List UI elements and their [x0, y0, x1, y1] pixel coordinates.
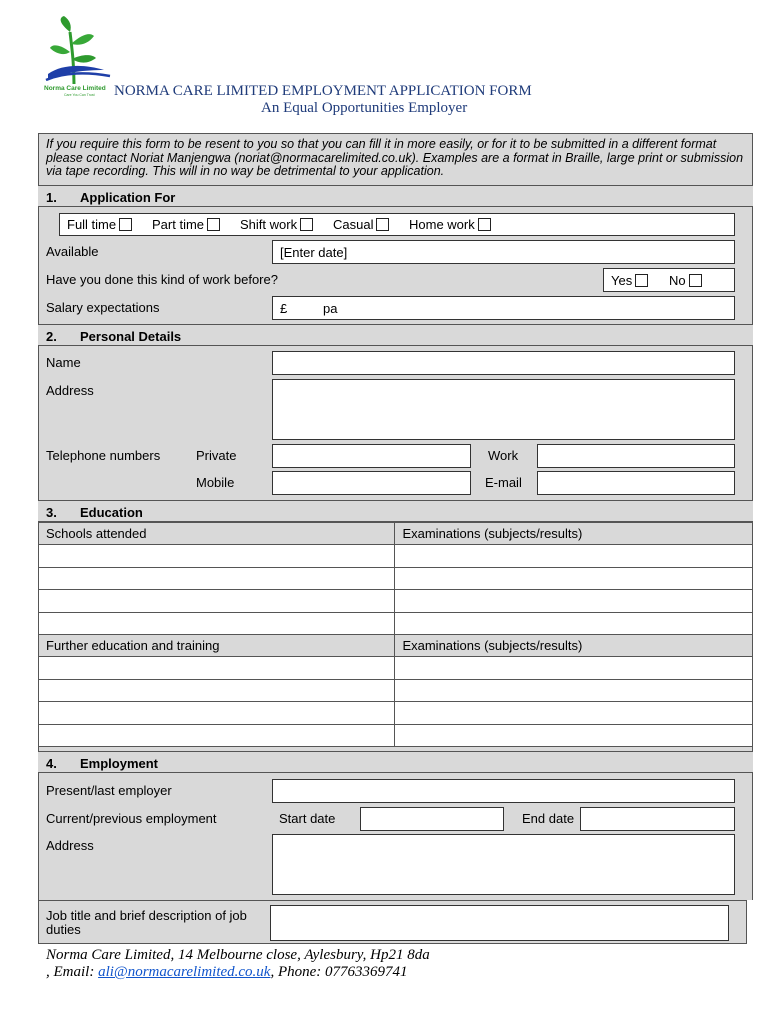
employer-label: Present/last employer: [46, 783, 172, 798]
option-casual: Casual: [333, 217, 389, 232]
available-label: Available: [46, 244, 99, 259]
address-field[interactable]: [272, 379, 735, 440]
private-phone-label: Private: [196, 448, 237, 463]
plant-logo-icon: [44, 14, 114, 88]
address-label: Address: [46, 383, 94, 398]
school-cell[interactable]: [39, 545, 395, 567]
table-row: [39, 612, 753, 634]
start-date-field[interactable]: [360, 807, 504, 831]
employment-label: Current/previous employment: [46, 811, 217, 826]
table-row: [39, 567, 753, 589]
email-prefix: , Email:: [46, 964, 99, 980]
email-field[interactable]: [537, 471, 735, 495]
form-subtitle: An Equal Opportunities Employer: [261, 100, 468, 116]
school-cell[interactable]: [39, 567, 395, 589]
end-date-label: End date: [522, 811, 575, 826]
section-number: 4.: [46, 756, 57, 771]
footer-address: Norma Care Limited, 14 Melbourne close, Aylesbury, Hp21 8da: [46, 947, 430, 963]
section-title: Education: [80, 505, 143, 520]
home-work-checkbox[interactable]: [478, 218, 491, 231]
divider: [38, 900, 747, 901]
employment-address-label: Address: [46, 838, 94, 853]
exam-cell[interactable]: [395, 590, 753, 612]
training-cell[interactable]: [39, 679, 395, 701]
further-education-header: Further education and training: [39, 635, 395, 657]
table-row: [39, 702, 753, 724]
exam-cell[interactable]: [395, 657, 753, 679]
table-row: [39, 724, 753, 746]
email-label: E-mail: [485, 475, 522, 490]
exam-cell[interactable]: [395, 724, 753, 746]
exam-cell[interactable]: [395, 702, 753, 724]
section-number: 3.: [46, 505, 57, 520]
salary-label: Salary expectations: [46, 300, 160, 315]
available-date-value: [Enter date]: [280, 245, 348, 260]
name-field[interactable]: [272, 351, 735, 375]
exam-cell[interactable]: [395, 612, 753, 634]
training-cell[interactable]: [39, 724, 395, 746]
table-row: [39, 590, 753, 612]
employment-address-field[interactable]: [272, 834, 735, 895]
form-title: NORMA CARE LIMITED EMPLOYMENT APPLICATION FORM: [114, 83, 532, 99]
work-phone-field[interactable]: [537, 444, 735, 468]
company-logo: [44, 14, 114, 98]
job-description-field[interactable]: [270, 905, 729, 941]
logo-tagline: Care You Can Trust: [64, 93, 95, 97]
option-home-work: Home work: [409, 217, 491, 232]
schools-attended-header: Schools attended: [39, 523, 395, 545]
no-checkbox[interactable]: [689, 274, 702, 287]
exam-cell[interactable]: [395, 679, 753, 701]
email-link[interactable]: ali@normacarelimited.co.uk: [98, 964, 271, 980]
logo-text: Norma Care Limited: [44, 85, 106, 92]
section-4-header: [38, 751, 753, 773]
employer-field[interactable]: [272, 779, 735, 803]
start-date-label: Start date: [279, 811, 336, 826]
footer-contact: [46, 964, 408, 981]
footer-phone: , Phone: 07763369741: [270, 964, 408, 980]
intro-text: If you require this form to be resent to you so that you can fill it in more easily, or for it to be submitted in a different format please contact Noriat Manjengwa (noriat@normacarelimited.co.uk). Examples are a format in Braille, large print or submission via tape recording. This will in no way be detrimental to your application.: [46, 137, 744, 179]
casual-checkbox[interactable]: [376, 218, 389, 231]
exam-cell[interactable]: [395, 545, 753, 567]
section-number: 2.: [46, 329, 57, 344]
schools-table: [38, 522, 753, 635]
further-education-table: [38, 634, 753, 747]
telephone-label: Telephone numbers: [46, 448, 161, 463]
examinations-header: Examinations (subjects/results): [395, 523, 753, 545]
end-date-field[interactable]: [580, 807, 735, 831]
worked-before-label: Have you done this kind of work before?: [46, 272, 278, 287]
exam-cell[interactable]: [395, 567, 753, 589]
shift-work-checkbox[interactable]: [300, 218, 313, 231]
private-phone-field[interactable]: [272, 444, 471, 468]
currency-symbol: £: [280, 301, 288, 316]
table-row: [39, 679, 753, 701]
name-label: Name: [46, 355, 81, 370]
training-cell[interactable]: [39, 702, 395, 724]
mobile-label: Mobile: [196, 475, 235, 490]
section-1-header: [38, 185, 753, 207]
available-date-field[interactable]: [272, 240, 735, 264]
section-title: Employment: [80, 756, 159, 771]
section-title: Personal Details: [80, 329, 182, 344]
training-cell[interactable]: [39, 657, 395, 679]
worked-before-options: [603, 268, 735, 292]
option-no: No: [669, 273, 702, 288]
option-part-time: Part time: [152, 217, 220, 232]
option-full-time: Full time: [67, 217, 132, 232]
application-type-options: [59, 213, 735, 236]
job-description-label: Job title and brief description of job duties: [46, 908, 247, 937]
table-row: [39, 657, 753, 679]
section-title: Application For: [80, 190, 176, 205]
examinations-header: Examinations (subjects/results): [395, 635, 753, 657]
school-cell[interactable]: [39, 612, 395, 634]
option-shift-work: Shift work: [240, 217, 313, 232]
full-time-checkbox[interactable]: [119, 218, 132, 231]
option-yes: Yes: [611, 273, 648, 288]
table-row: [39, 545, 753, 567]
work-phone-label: Work: [488, 448, 519, 463]
section-number: 1.: [46, 190, 57, 205]
part-time-checkbox[interactable]: [207, 218, 220, 231]
yes-checkbox[interactable]: [635, 274, 648, 287]
divider: [747, 900, 754, 945]
section-3-header: [38, 500, 753, 522]
salary-field[interactable]: [272, 296, 735, 320]
per-annum-label: pa: [323, 301, 338, 316]
mobile-field[interactable]: [272, 471, 471, 495]
section-2-header: [38, 324, 753, 346]
school-cell[interactable]: [39, 590, 395, 612]
